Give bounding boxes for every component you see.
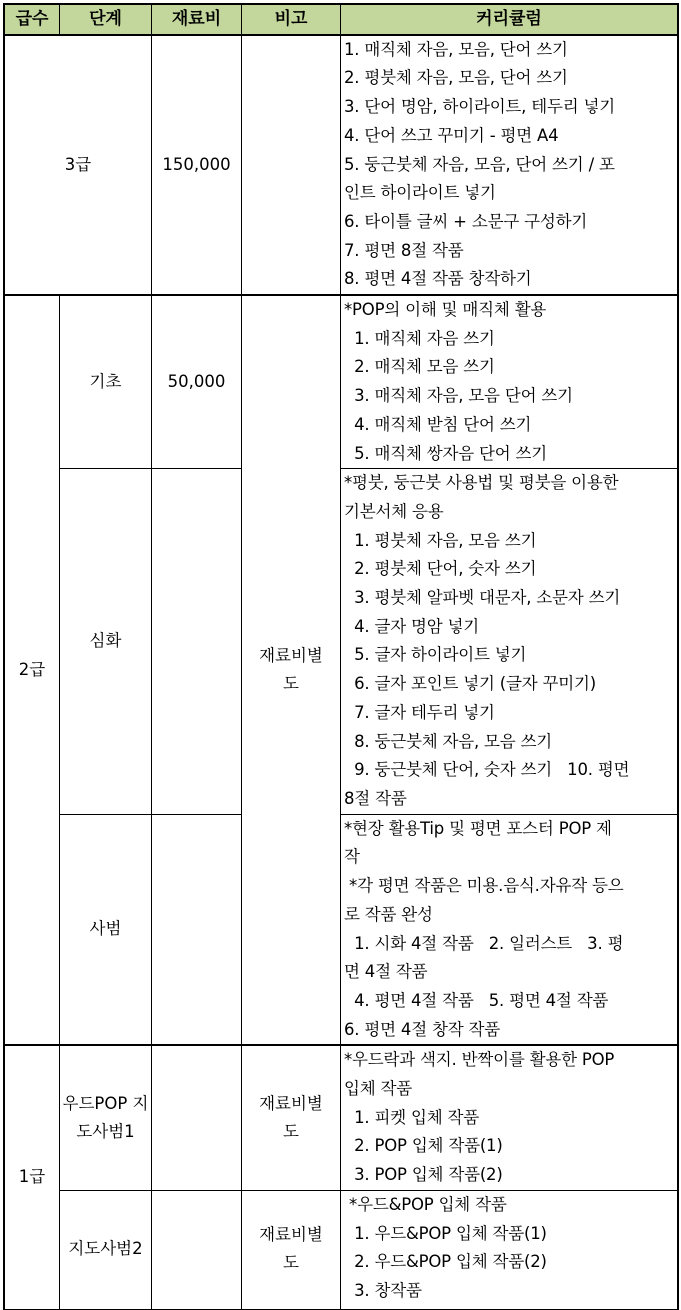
curriculum-line: 인트 하이라이트 넣기 bbox=[344, 183, 496, 203]
curriculum-line: 면 4절 작품 bbox=[344, 962, 428, 982]
table-row bbox=[5, 469, 678, 814]
grade-3-note bbox=[242, 35, 341, 295]
stage-wood bbox=[60, 1045, 152, 1190]
curriculum-line: 기본서체 응용 bbox=[344, 501, 444, 521]
grade-3-fee: 150,000 bbox=[152, 35, 242, 295]
curriculum-line: 2. 평붓체 단어, 숫자 쓰기 bbox=[344, 559, 537, 579]
curriculum-line: 2. 우드&POP 입체 작품(2) bbox=[344, 1252, 547, 1272]
curriculum-line: 1. 평붓체 자음, 모음 쓰기 bbox=[344, 530, 537, 550]
curriculum-line: 5. 매직체 쌍자음 단어 쓰기 bbox=[344, 443, 548, 463]
stage-basic: 기초 bbox=[60, 295, 152, 469]
master-curriculum bbox=[341, 814, 678, 1045]
wood-curriculum bbox=[341, 1045, 678, 1190]
curriculum-line: 3. 평붓체 알파벳 대문자, 소문자 쓰기 bbox=[344, 588, 621, 608]
curriculum-line: *POP의 이해 및 매직체 활용 bbox=[344, 300, 547, 320]
deep-curriculum bbox=[341, 469, 678, 814]
curriculum-line: 작 bbox=[344, 847, 360, 867]
table-row bbox=[5, 1190, 678, 1309]
header-grade: 급수 bbox=[5, 5, 60, 35]
stage-deep: 심화 bbox=[60, 469, 152, 814]
curriculum-line: 1. 피켓 입체 작품 bbox=[344, 1107, 480, 1127]
grade-2-note bbox=[242, 295, 341, 1045]
curriculum-line: *각 평면 작품은 미용.음식.자유작 등으 bbox=[344, 876, 624, 896]
deep-fee bbox=[152, 469, 242, 814]
curriculum-line: 7. 평면 8절 작품 bbox=[344, 240, 464, 260]
curriculum-line: 3. 단어 명암, 하이라이트, 테두리 넣기 bbox=[344, 97, 616, 117]
curriculum-line: 6. 타이틀 글씨 + 소문구 구성하기 bbox=[344, 211, 588, 231]
stage-master2: 지도사범2 bbox=[60, 1190, 152, 1309]
curriculum-line: 로 작품 완성 bbox=[344, 904, 433, 924]
header-curriculum: 커리큘럼 bbox=[341, 5, 678, 35]
curriculum-line: 1. 우드&POP 입체 작품(1) bbox=[344, 1223, 547, 1243]
curriculum-line: 5. 둥근붓체 자음, 모음, 단어 쓰기 / 포 bbox=[344, 154, 615, 174]
curriculum-line: 8. 둥근붓체 자음, 모음 쓰기 bbox=[344, 731, 553, 751]
grade-3-cell: 3급 bbox=[5, 35, 152, 295]
stage-wood-text: 우드POP 지도사범1 bbox=[62, 1093, 149, 1141]
curriculum-line: 6. 글자 포인트 넣기 (글자 꾸미기) bbox=[344, 674, 597, 694]
curriculum-line: 7. 글자 테두리 넣기 bbox=[344, 702, 495, 722]
curriculum-line: 3. POP 입체 작품(2) bbox=[344, 1165, 503, 1185]
header-stage: 단계 bbox=[60, 5, 152, 35]
header-row bbox=[5, 5, 678, 35]
curriculum-line: 3. 창작품 bbox=[344, 1280, 422, 1300]
table-row bbox=[5, 814, 678, 1045]
wood-note bbox=[242, 1045, 341, 1190]
curriculum-line: 4. 매직체 받침 단어 쓰기 bbox=[344, 414, 532, 434]
master2-fee bbox=[152, 1190, 242, 1309]
curriculum-line: 1. 매직체 자음, 모음, 단어 쓰기 bbox=[344, 39, 568, 59]
wood-fee bbox=[152, 1045, 242, 1190]
curriculum-line: 4. 단어 쓰고 꾸미기 - 평면 A4 bbox=[344, 125, 559, 145]
curriculum-line: 2. 평붓체 자음, 모음, 단어 쓰기 bbox=[344, 68, 568, 88]
curriculum-line: *평붓, 둥근붓 사용법 및 평붓을 이용한 bbox=[344, 473, 619, 493]
stage-master: 사범 bbox=[60, 814, 152, 1045]
curriculum-line: 8절 작품 bbox=[344, 788, 407, 808]
header-note: 비고 bbox=[242, 5, 341, 35]
curriculum-line: 9. 둥근붓체 단어, 숫자 쓰기 10. 평면 bbox=[344, 760, 630, 780]
master2-curriculum bbox=[341, 1190, 678, 1309]
curriculum-line: 2. POP 입체 작품(1) bbox=[344, 1136, 503, 1156]
curriculum-line: 4. 평면 4절 작품 5. 평면 4절 작품 bbox=[344, 990, 609, 1010]
curriculum-line: 6. 평면 4절 창작 작품 bbox=[344, 1019, 500, 1039]
curriculum-line: 2. 매직체 모음 쓰기 bbox=[344, 357, 495, 377]
curriculum-table bbox=[4, 4, 678, 1310]
curriculum-line: 8. 평면 4절 작품 창작하기 bbox=[344, 269, 532, 289]
table-row bbox=[5, 1045, 678, 1190]
basic-fee: 50,000 bbox=[152, 295, 242, 469]
grade-1-cell: 1급 bbox=[5, 1045, 60, 1309]
grade-2-note-text: 재료비별도 bbox=[259, 645, 323, 693]
curriculum-line: 1. 매직체 자음 쓰기 bbox=[344, 328, 495, 348]
master-fee bbox=[152, 814, 242, 1045]
master2-note-text: 재료비별도 bbox=[259, 1225, 323, 1273]
curriculum-line: 1. 시화 4절 작품 2. 일러스트 3. 평 bbox=[344, 933, 624, 953]
curriculum-line: 5. 글자 하이라이트 넣기 bbox=[344, 645, 527, 665]
curriculum-line: *우드락과 색지. 반짝이를 활용한 POP bbox=[344, 1050, 615, 1070]
curriculum-line: 4. 글자 명암 넣기 bbox=[344, 616, 480, 636]
basic-curriculum bbox=[341, 295, 678, 469]
wood-note-text: 재료비별도 bbox=[259, 1093, 323, 1141]
master2-note bbox=[242, 1190, 341, 1309]
curriculum-line: *우드&POP 입체 작품 bbox=[344, 1194, 507, 1214]
table-row bbox=[5, 295, 678, 469]
curriculum-line: 입체 작품 bbox=[344, 1079, 413, 1099]
grade-2-cell: 2급 bbox=[5, 295, 60, 1045]
table-row bbox=[5, 35, 678, 295]
curriculum-line: 3. 매직체 자음, 모음 단어 쓰기 bbox=[344, 386, 573, 406]
curriculum-line: *현장 활용Tip 및 평면 포스터 POP 제 bbox=[344, 818, 612, 838]
header-fee: 재료비 bbox=[152, 5, 242, 35]
grade-3-curriculum bbox=[341, 35, 678, 295]
